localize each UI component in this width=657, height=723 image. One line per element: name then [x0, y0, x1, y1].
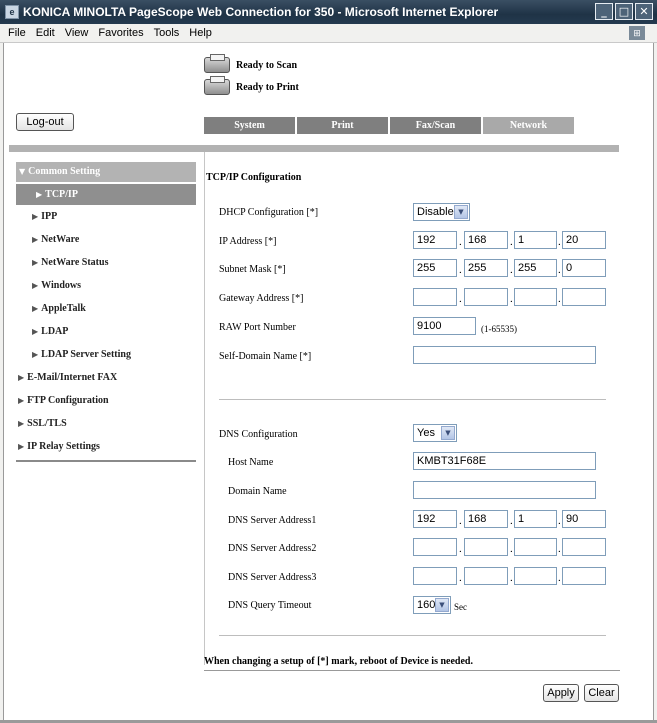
sidebar-header-common-setting[interactable]: ▼ Common Setting [16, 162, 196, 182]
tab-network[interactable]: Network [483, 117, 574, 134]
triangle-right-icon: ▶ [18, 396, 25, 405]
sidebar-item-windows[interactable]: ▶ Windows [32, 280, 81, 291]
triangle-right-icon: ▶ [18, 373, 25, 382]
printer-icon [204, 79, 230, 95]
window-frame-right [653, 43, 657, 723]
window-titlebar [0, 0, 657, 24]
sidebar-item-ldap-server-setting[interactable]: ▶ LDAP Server Setting [32, 349, 131, 360]
window-title: KONICA MINOLTA PageScope Web Connection for 350 - Microsoft Internet Explorer [23, 5, 499, 19]
dns1-octet-4[interactable]: 90 [562, 510, 606, 528]
gateway-address-label: Gateway Address [*] [219, 293, 304, 304]
dns3-octet-1[interactable] [413, 567, 457, 585]
dns1-octet-3[interactable]: 1 [514, 510, 557, 528]
dns-server-1-label: DNS Server Address1 [228, 515, 317, 526]
menu-view[interactable]: View [64, 27, 89, 39]
apply-button[interactable]: Apply [543, 684, 579, 702]
chevron-down-icon: ▼ [441, 426, 455, 440]
dns3-octet-3[interactable] [514, 567, 557, 585]
dns-server-3-label: DNS Server Address3 [228, 572, 317, 583]
main-tabs [204, 117, 576, 134]
clear-button[interactable]: Clear [584, 684, 619, 702]
subnet-octet-4[interactable]: 0 [562, 259, 606, 277]
gateway-octet-4[interactable] [562, 288, 606, 306]
dns-config-select[interactable]: Yes ▼ [413, 424, 457, 442]
device-status [204, 54, 299, 98]
subnet-octet-3[interactable]: 255 [514, 259, 557, 277]
sidebar-item-ldap[interactable]: ▶ LDAP [32, 326, 69, 337]
gateway-octet-3[interactable] [514, 288, 557, 306]
sidebar-item-netware[interactable]: ▶ NetWare [32, 234, 80, 245]
scanner-icon [204, 57, 230, 73]
triangle-down-icon: ▼ [19, 167, 26, 176]
dns2-octet-4[interactable] [562, 538, 606, 556]
sidebar-item-ipp[interactable]: ▶ IPP [32, 211, 58, 222]
dhcp-label: DHCP Configuration [*] [219, 207, 319, 218]
gateway-octet-1[interactable] [413, 288, 457, 306]
dns-timeout-unit: Sec [454, 602, 467, 612]
reboot-note: When changing a setup of [*] mark, reboot of Device is needed. [204, 656, 473, 667]
host-name-input[interactable]: KMBT31F68E [413, 452, 596, 470]
chevron-down-icon: ▼ [435, 598, 449, 612]
dns1-octet-1[interactable]: 192 [413, 510, 457, 528]
logout-button[interactable]: Log-out [16, 113, 74, 131]
dns2-octet-2[interactable] [464, 538, 508, 556]
host-name-label: Host Name [228, 457, 274, 468]
subnet-octet-1[interactable]: 255 [413, 259, 457, 277]
sidebar [16, 162, 196, 462]
dns3-octet-4[interactable] [562, 567, 606, 585]
sidebar-item-ip-relay-settings[interactable]: ▶ IP Relay Settings [18, 441, 100, 452]
ip-octet-3[interactable]: 1 [514, 231, 557, 249]
domain-name-input[interactable] [413, 481, 596, 499]
dns2-octet-1[interactable] [413, 538, 457, 556]
menu-tools[interactable]: Tools [153, 27, 180, 39]
triangle-right-icon: ▶ [32, 235, 39, 244]
sidebar-item-appletalk[interactable]: ▶ AppleTalk [32, 303, 86, 314]
chevron-down-icon: ▼ [454, 205, 468, 219]
subnet-octet-2[interactable]: 255 [464, 259, 508, 277]
domain-name-label: Domain Name [228, 486, 287, 497]
scan-status-text: Ready to Scan [236, 59, 298, 71]
ip-octet-4[interactable]: 20 [562, 231, 606, 249]
dns-timeout-label: DNS Query Timeout [228, 600, 312, 611]
minimize-icon[interactable]: _ [595, 3, 613, 20]
footer-divider [204, 670, 620, 671]
window-frame-left [0, 43, 4, 723]
triangle-right-icon: ▶ [32, 304, 39, 313]
dns3-octet-2[interactable] [464, 567, 508, 585]
ip-octet-2[interactable]: 168 [464, 231, 508, 249]
menu-bar [0, 24, 657, 43]
triangle-right-icon: ▶ [32, 281, 39, 290]
page-title: TCP/IP Configuration [206, 172, 302, 183]
menu-help[interactable]: Help [189, 27, 212, 39]
menu-edit[interactable]: Edit [35, 27, 55, 39]
content-divider [204, 152, 205, 665]
triangle-right-icon: ▶ [32, 258, 39, 267]
dns-timeout-select[interactable]: 160 ▼ [413, 596, 451, 614]
triangle-right-icon: ▶ [32, 350, 39, 359]
header-divider-bar [9, 145, 619, 152]
triangle-right-icon: ▶ [36, 190, 43, 199]
dns2-octet-3[interactable] [514, 538, 557, 556]
print-status-text: Ready to Print [236, 81, 299, 93]
tab-print[interactable]: Print [297, 117, 388, 134]
sidebar-item-ftp-configuration[interactable]: ▶ FTP Configuration [18, 395, 109, 406]
dhcp-select[interactable]: Disable ▼ [413, 203, 470, 221]
menu-file[interactable]: File [8, 27, 26, 39]
section-divider [219, 399, 606, 400]
close-icon[interactable]: ✕ [635, 3, 653, 20]
print-status [204, 76, 299, 98]
triangle-right-icon: ▶ [18, 442, 25, 451]
triangle-right-icon: ▶ [18, 419, 25, 428]
dns1-octet-2[interactable]: 168 [464, 510, 508, 528]
tab-fax-scan[interactable]: Fax/Scan [390, 117, 481, 134]
ip-address-label: IP Address [*] [219, 236, 277, 247]
raw-port-label: RAW Port Number [219, 322, 296, 333]
windows-flag-icon: ⊞ [629, 26, 645, 40]
raw-port-input[interactable]: 9100 [413, 317, 476, 335]
sidebar-item-netware-status[interactable]: ▶ NetWare Status [32, 257, 109, 268]
triangle-right-icon: ▶ [32, 212, 39, 221]
self-domain-input[interactable] [413, 346, 596, 364]
scan-status [204, 54, 299, 76]
tab-system[interactable]: System [204, 117, 295, 134]
dns-server-2-label: DNS Server Address2 [228, 543, 317, 554]
subnet-mask-label: Subnet Mask [*] [219, 264, 286, 275]
ie-app-icon: e [5, 5, 19, 19]
dns-config-label: DNS Configuration [219, 429, 298, 440]
section-divider [219, 635, 606, 636]
menu-favorites[interactable]: Favorites [98, 27, 144, 39]
maximize-icon[interactable]: □ [615, 3, 633, 20]
ip-octet-1[interactable]: 192 [413, 231, 457, 249]
self-domain-label: Self-Domain Name [*] [219, 351, 312, 362]
gateway-octet-2[interactable] [464, 288, 508, 306]
sidebar-item-ssl-tls[interactable]: ▶ SSL/TLS [18, 418, 67, 429]
sidebar-item-tcpip[interactable]: ▶ TCP/IP [16, 184, 196, 205]
sidebar-item-email-internet-fax[interactable]: ▶ E-Mail/Internet FAX [18, 372, 118, 383]
triangle-right-icon: ▶ [32, 327, 39, 336]
raw-port-range-hint: (1-65535) [481, 324, 517, 334]
